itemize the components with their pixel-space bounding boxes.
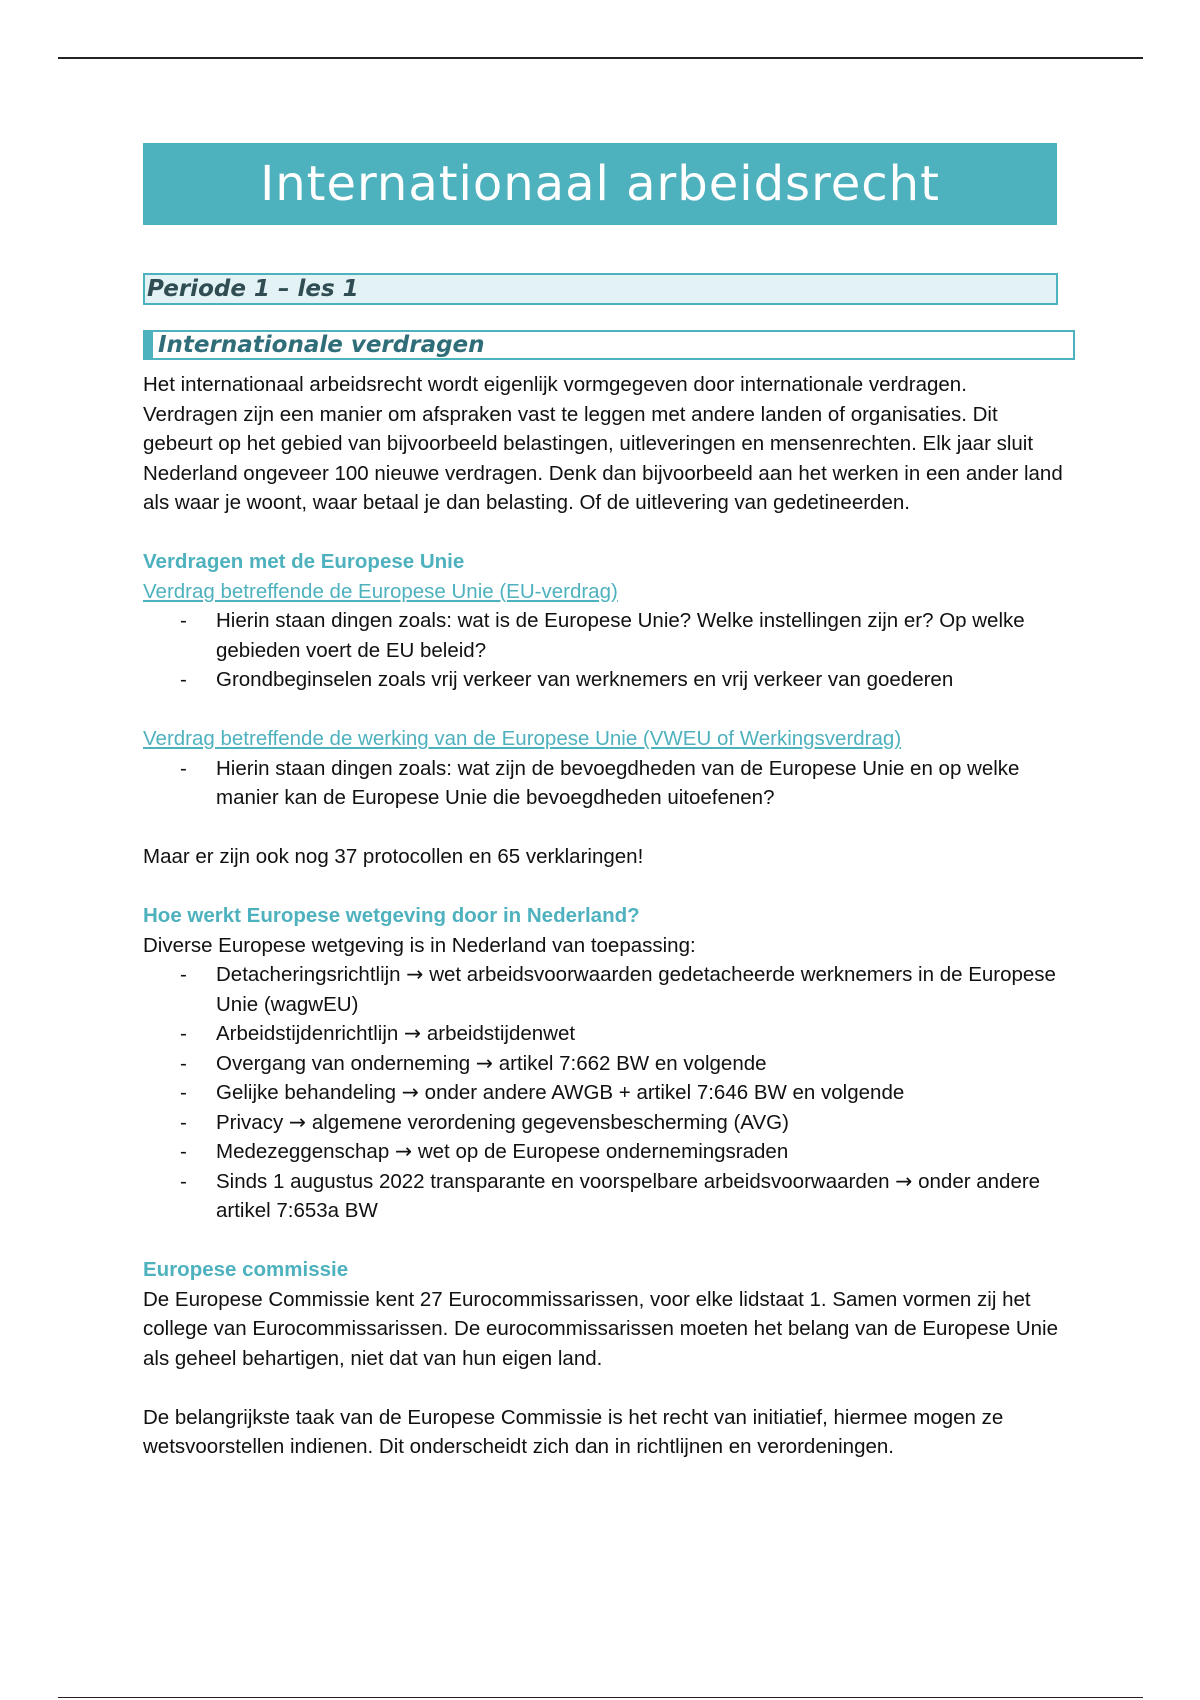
arrow-icon: → — [394, 1139, 413, 1163]
eu-heading: Verdragen met de Europese Unie — [143, 550, 465, 573]
commissie-paragraph-1: De Europese Commissie kent 27 Eurocommissarissen, voor elke lidstaat 1. Samen vormen zij het college van Eurocommissarissen. De eurocommissarissen moeten het belang van de Europese Unie als geheel behartigen, niet dat van hun eigen land. — [143, 1287, 1058, 1370]
arrow-icon: → — [895, 1168, 913, 1193]
list-item: - Detacheringsrichtlijn → wet arbeidsvoorwaarden gedetacheerde werknemers in de Europese Unie (wagwEU) — [143, 960, 1063, 1019]
document-body — [143, 370, 1063, 1462]
list-item: - Grondbeginselen zoals vrij verkeer van werknemers en vrij verkeer van goederen — [143, 665, 1063, 695]
section-heading: Internationale verdragen — [158, 332, 485, 358]
list-item: - Gelijke behandeling → onder andere AWGB + artikel 7:646 BW en volgende — [143, 1078, 1063, 1108]
vweu-treaty-link[interactable]: Verdrag betreffende de werking van de Europese Unie (VWEU of Werkingsverdrag) — [143, 727, 902, 750]
list-item: - Sinds 1 augustus 2022 transparante en voorspelbare arbeidsvoorwaarden → onder andere artikel 7:653a BW — [143, 1167, 1063, 1226]
bottom-rule — [58, 1697, 1143, 1698]
wetgeving-intro: Diverse Europese wetgeving is in Nederland van toepassing: — [143, 933, 696, 957]
list-item: - Hierin staan dingen zoals: wat zijn de bevoegdheden van de Europese Unie en op welke manier kan de Europese Unie die bevoegdheden uitoefenen? — [143, 754, 1063, 813]
section-heading-box — [143, 330, 1075, 360]
title-banner — [143, 143, 1057, 225]
arrow-icon: → — [404, 1021, 422, 1045]
arrow-icon: → — [288, 1109, 307, 1134]
commissie-heading: Europese commissie — [143, 1258, 349, 1281]
arrow-icon: → — [401, 1080, 419, 1104]
document-title: Internationaal arbeidsrecht — [260, 156, 940, 212]
list-item: - Arbeidstijdenrichtlijn → arbeidstijdenwet — [143, 1019, 1063, 1049]
protocols-note: Maar er zijn ook nog 37 protocollen en 65 verklaringen! — [143, 845, 644, 868]
list-item: - Hierin staan dingen zoals: wat is de Europese Unie? Welke instellingen zijn er? Op welke gebieden voert de EU beleid? — [143, 606, 1063, 665]
periode-heading-box — [143, 273, 1058, 305]
top-rule — [58, 57, 1143, 59]
arrow-icon: → — [475, 1050, 494, 1075]
commissie-paragraph-2: De belangrijkste taak van de Europese Commissie is het recht van initiatief, hiermee mogen ze wetsvoorstellen indienen. Dit onderscheidt zich dan in richtlijnen en verordeningen. — [143, 1405, 1004, 1458]
list-item: - Overgang van onderneming → artikel 7:662 BW en volgende — [143, 1049, 1063, 1079]
wetgeving-heading: Hoe werkt Europese wetgeving door in Nederland? — [143, 904, 640, 927]
list-item: - Privacy → algemene verordening gegevensbescherming (AVG) — [143, 1108, 1063, 1138]
eu-treaty-list — [143, 606, 1063, 695]
arrow-icon: → — [406, 962, 424, 986]
wetgeving-list — [143, 960, 1063, 1226]
list-item: - Medezeggenschap → wet op de Europese ondernemingsraden — [143, 1137, 1063, 1167]
eu-treaty-link[interactable]: Verdrag betreffende de Europese Unie (EU-verdrag) — [143, 579, 618, 603]
intro-paragraph: Het internationaal arbeidsrecht wordt eigenlijk vormgegeven door internationale verdragen. Verdragen zijn een manier om afspraken vast te leggen met andere landen of organisaties. Dit gebeurt op het gebied van bijvoorbeeld belastingen, uitleveringen en mensenrechten. Elk jaar sluit Nederland ongeveer 100 nieuwe verdragen. Denk dan bijvoorbeeld aan het werken in een ander land als waar je woont, waar betaal je dan belasting. Of de uitlevering van gedetineerden. — [143, 373, 1063, 514]
vweu-treaty-list — [143, 754, 1063, 813]
periode-heading: Periode 1 – les 1 — [147, 276, 359, 302]
